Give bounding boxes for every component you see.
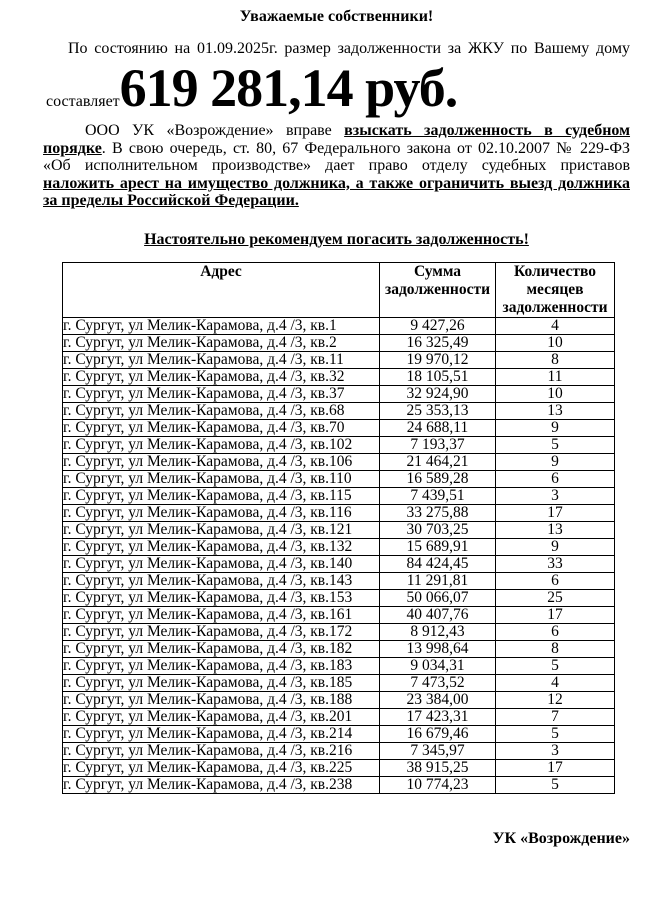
cell-debt-months: 3 xyxy=(496,487,615,504)
cell-debt-months: 25 xyxy=(496,589,615,606)
cell-debt-amount: 40 407,76 xyxy=(380,606,496,623)
cell-debt-months: 9 xyxy=(496,538,615,555)
cell-debt-months: 6 xyxy=(496,470,615,487)
cell-debt-amount: 16 325,49 xyxy=(380,334,496,351)
cell-debt-amount: 25 353,13 xyxy=(380,402,496,419)
cell-address: г. Сургут, ул Мелик-Карамова, д.4 /3, кв.37 xyxy=(63,385,380,402)
table-row xyxy=(63,385,615,402)
cell-debt-months: 8 xyxy=(496,640,615,657)
cell-address: г. Сургут, ул Мелик-Карамова, д.4 /3, кв.185 xyxy=(63,674,380,691)
debt-table-body xyxy=(63,317,615,793)
cell-debt-amount: 23 384,00 xyxy=(380,691,496,708)
cell-address: г. Сургут, ул Мелик-Карамова, д.4 /3, кв.201 xyxy=(63,708,380,725)
table-row xyxy=(63,521,615,538)
amount-prefix-label: составляет xyxy=(46,93,120,110)
cell-address: г. Сургут, ул Мелик-Карамова, д.4 /3, кв.238 xyxy=(63,776,380,793)
table-row xyxy=(63,674,615,691)
cell-debt-amount: 7 473,52 xyxy=(380,674,496,691)
cell-address: г. Сургут, ул Мелик-Карамова, д.4 /3, кв.121 xyxy=(63,521,380,538)
debt-table-header xyxy=(63,262,615,317)
cell-address: г. Сургут, ул Мелик-Карамова, д.4 /3, кв.2 xyxy=(63,334,380,351)
cell-address: г. Сургут, ул Мелик-Карамова, д.4 /3, кв.132 xyxy=(63,538,380,555)
legal-paragraph xyxy=(43,122,630,210)
cell-address: г. Сургут, ул Мелик-Карамова, д.4 /3, кв.1 xyxy=(63,317,380,334)
cell-address: г. Сургут, ул Мелик-Карамова, д.4 /3, кв.102 xyxy=(63,436,380,453)
table-row xyxy=(63,606,615,623)
cell-debt-months: 6 xyxy=(496,623,615,640)
cell-debt-months: 10 xyxy=(496,334,615,351)
cell-address: г. Сургут, ул Мелик-Карамова, д.4 /3, кв.143 xyxy=(63,572,380,589)
table-row xyxy=(63,453,615,470)
cell-debt-months: 13 xyxy=(496,521,615,538)
table-row xyxy=(63,640,615,657)
cell-address: г. Сургут, ул Мелик-Карамова, д.4 /3, кв.32 xyxy=(63,368,380,385)
cell-debt-months: 10 xyxy=(496,385,615,402)
cell-debt-amount: 7 439,51 xyxy=(380,487,496,504)
table-row xyxy=(63,742,615,759)
cell-debt-amount: 21 464,21 xyxy=(380,453,496,470)
cell-debt-amount: 16 589,28 xyxy=(380,470,496,487)
table-row xyxy=(63,334,615,351)
table-row xyxy=(63,691,615,708)
company-signature: УК «Возрождение» xyxy=(492,829,630,847)
intro-text: По состоянию на 01.09.2025г. размер задолженности за ЖКУ по Вашему дому xyxy=(68,40,630,57)
table-row xyxy=(63,487,615,504)
cell-address: г. Сургут, ул Мелик-Карамова, д.4 /3, кв.182 xyxy=(63,640,380,657)
table-row xyxy=(63,351,615,368)
recommendation-line xyxy=(43,231,630,249)
cell-address: г. Сургут, ул Мелик-Карамова, д.4 /3, кв.153 xyxy=(63,589,380,606)
cell-debt-amount: 15 689,91 xyxy=(380,538,496,555)
cell-address: г. Сургут, ул Мелик-Карамова, д.4 /3, кв.106 xyxy=(63,453,380,470)
cell-address: г. Сургут, ул Мелик-Карамова, д.4 /3, кв.225 xyxy=(63,759,380,776)
table-row xyxy=(63,538,615,555)
total-debt-amount: 619 281,14 руб. xyxy=(119,58,458,118)
table-row xyxy=(63,572,615,589)
table-row xyxy=(63,589,615,606)
table-row xyxy=(63,470,615,487)
table-row xyxy=(63,504,615,521)
table-row xyxy=(63,436,615,453)
cell-debt-amount: 7 345,97 xyxy=(380,742,496,759)
cell-debt-months: 11 xyxy=(496,368,615,385)
cell-debt-months: 9 xyxy=(496,453,615,470)
cell-debt-amount: 13 998,64 xyxy=(380,640,496,657)
cell-address: г. Сургут, ул Мелик-Карамова, д.4 /3, кв.188 xyxy=(63,691,380,708)
cell-debt-months: 33 xyxy=(496,555,615,572)
cell-debt-amount: 84 424,45 xyxy=(380,555,496,572)
table-row xyxy=(63,317,615,334)
legal-text-arrest-property: наложить арест на имущество должника, а также ограничить выезд должника за пределы Российской Федерации. xyxy=(43,174,630,209)
cell-debt-amount: 30 703,25 xyxy=(380,521,496,538)
cell-debt-months: 13 xyxy=(496,402,615,419)
cell-debt-amount: 19 970,12 xyxy=(380,351,496,368)
legal-text-collect-debt: взыскать задолженность в судебном порядке xyxy=(43,122,631,157)
cell-debt-months: 4 xyxy=(496,317,615,334)
table-row xyxy=(63,368,615,385)
cell-debt-amount: 8 912,43 xyxy=(380,623,496,640)
cell-debt-months: 17 xyxy=(496,606,615,623)
debt-table xyxy=(62,262,615,794)
cell-debt-amount: 17 423,31 xyxy=(380,708,496,725)
table-row xyxy=(63,555,615,572)
cell-debt-months: 5 xyxy=(496,436,615,453)
table-row xyxy=(63,623,615,640)
cell-debt-months: 4 xyxy=(496,674,615,691)
amount-line xyxy=(43,60,630,116)
cell-address: г. Сургут, ул Мелик-Карамова, д.4 /3, кв.68 xyxy=(63,402,380,419)
legal-text-2: . В свою очередь, ст. 80, 67 Федерального закона от 02.10.2007 № 229-ФЗ «Об исполнительном производстве» дает право отделу судебных приставов xyxy=(43,139,630,174)
table-row xyxy=(63,759,615,776)
cell-debt-amount: 16 679,46 xyxy=(380,725,496,742)
table-row xyxy=(63,657,615,674)
cell-debt-amount: 18 105,51 xyxy=(380,368,496,385)
header-debt-months: Количество месяцев задолженности xyxy=(496,262,615,317)
cell-debt-months: 5 xyxy=(496,725,615,742)
cell-debt-amount: 24 688,11 xyxy=(380,419,496,436)
cell-debt-months: 8 xyxy=(496,351,615,368)
cell-debt-amount: 9 427,26 xyxy=(380,317,496,334)
cell-debt-months: 6 xyxy=(496,572,615,589)
cell-debt-months: 7 xyxy=(496,708,615,725)
cell-debt-amount: 9 034,31 xyxy=(380,657,496,674)
table-row xyxy=(63,725,615,742)
recommendation-text: Настоятельно рекомендуем погасить задолженность! xyxy=(144,230,529,248)
cell-debt-amount: 10 774,23 xyxy=(380,776,496,793)
cell-address: г. Сургут, ул Мелик-Карамова, д.4 /3, кв.11 xyxy=(63,351,380,368)
cell-address: г. Сургут, ул Мелик-Карамова, д.4 /3, кв.116 xyxy=(63,504,380,521)
cell-address: г. Сургут, ул Мелик-Карамова, д.4 /3, кв.140 xyxy=(63,555,380,572)
cell-debt-months: 17 xyxy=(496,759,615,776)
intro-paragraph xyxy=(43,40,630,58)
header-address: Адрес xyxy=(63,262,380,317)
cell-debt-months: 17 xyxy=(496,504,615,521)
cell-address: г. Сургут, ул Мелик-Карамова, д.4 /3, кв.70 xyxy=(63,419,380,436)
cell-debt-months: 3 xyxy=(496,742,615,759)
table-row xyxy=(63,419,615,436)
document-title: Уважаемые собственники! xyxy=(239,8,434,25)
table-row xyxy=(63,708,615,725)
table-row xyxy=(63,776,615,793)
table-row xyxy=(63,402,615,419)
cell-address: г. Сургут, ул Мелик-Карамова, д.4 /3, кв.183 xyxy=(63,657,380,674)
cell-debt-amount: 11 291,81 xyxy=(380,572,496,589)
header-debt-amount: Сумма задолженности xyxy=(380,262,496,317)
cell-debt-amount: 33 275,88 xyxy=(380,504,496,521)
cell-address: г. Сургут, ул Мелик-Карамова, д.4 /3, кв.172 xyxy=(63,623,380,640)
cell-debt-months: 12 xyxy=(496,691,615,708)
legal-text-1: ООО УК «Возрождение» вправе xyxy=(85,122,345,139)
cell-debt-amount: 32 924,90 xyxy=(380,385,496,402)
cell-debt-amount: 50 066,07 xyxy=(380,589,496,606)
cell-address: г. Сургут, ул Мелик-Карамова, д.4 /3, кв.115 xyxy=(63,487,380,504)
cell-debt-months: 5 xyxy=(496,776,615,793)
cell-address: г. Сургут, ул Мелик-Карамова, д.4 /3, кв.161 xyxy=(63,606,380,623)
cell-debt-amount: 7 193,37 xyxy=(380,436,496,453)
cell-address: г. Сургут, ул Мелик-Карамова, д.4 /3, кв.216 xyxy=(63,742,380,759)
cell-address: г. Сургут, ул Мелик-Карамова, д.4 /3, кв.110 xyxy=(63,470,380,487)
cell-debt-months: 9 xyxy=(496,419,615,436)
cell-debt-months: 5 xyxy=(496,657,615,674)
cell-debt-amount: 38 915,25 xyxy=(380,759,496,776)
header-row xyxy=(63,262,615,317)
cell-address: г. Сургут, ул Мелик-Карамова, д.4 /3, кв.214 xyxy=(63,725,380,742)
